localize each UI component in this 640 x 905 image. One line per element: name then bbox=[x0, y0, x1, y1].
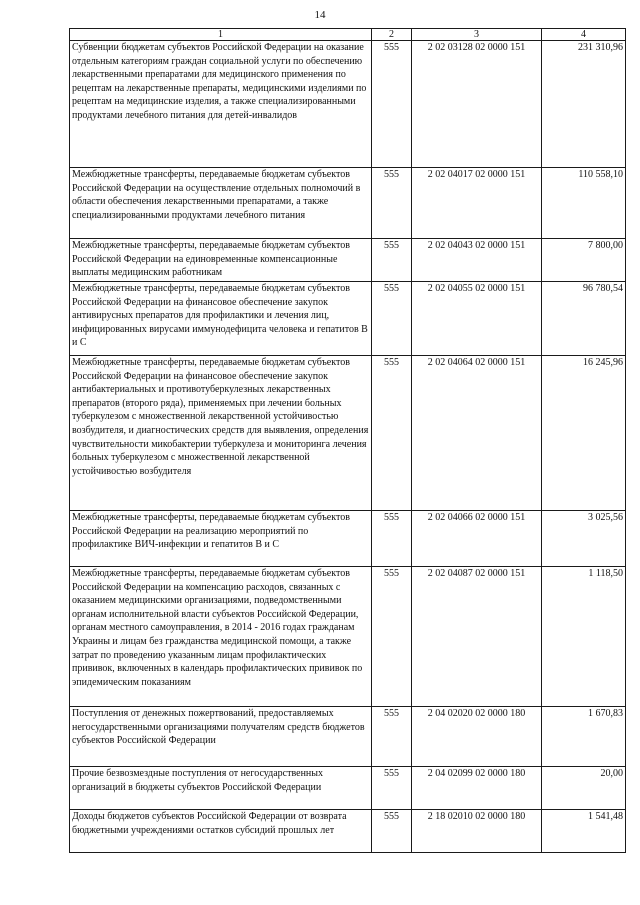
row-classification-code: 2 04 02020 02 0000 180 bbox=[412, 707, 542, 767]
row-amount: 1 670,83 bbox=[542, 707, 626, 767]
row-amount: 7 800,00 bbox=[542, 239, 626, 282]
table-header-row bbox=[70, 29, 626, 41]
row-admin-code: 555 bbox=[372, 707, 412, 767]
table-row bbox=[70, 767, 626, 810]
row-amount: 3 025,56 bbox=[542, 511, 626, 567]
table-row bbox=[70, 810, 626, 853]
row-amount: 231 310,96 bbox=[542, 41, 626, 168]
row-description: Поступления от денежных пожертвований, предоставляемых негосударственными организациями получателям средств бюджетов субъектов Российской Федерации bbox=[70, 707, 372, 767]
row-description: Межбюджетные трансферты, передаваемые бюджетам субъектов Российской Федерации на финансовое обеспечение закупок антивирусных препаратов для профилактики и лечения лиц, инфицированных вирусами иммунодефицита человека и гепатитов В и С bbox=[70, 282, 372, 356]
table-row bbox=[70, 707, 626, 767]
row-admin-code: 555 bbox=[372, 511, 412, 567]
row-description: Прочие безвозмездные поступления от негосударственных организаций в бюджеты субъектов Российской Федерации bbox=[70, 767, 372, 810]
row-description: Межбюджетные трансферты, передаваемые бюджетам субъектов Российской Федерации на финансовое обеспечение закупок антибактериальных и противотуберкулезных лекарственных препаратов (второго ряда), применяемых при лечении больных туберкулезом с множественной лекарственной устойчивостью возбудителя, и диагностических средств для выявления, определения чувствительности микобактерии туберкулеза и мониторинга лечения больных туберкулезом с множественной лекарственной устойчивостью возбудителя bbox=[70, 356, 372, 511]
table-row bbox=[70, 356, 626, 511]
table-row bbox=[70, 567, 626, 707]
row-amount: 1 541,48 bbox=[542, 810, 626, 853]
row-amount: 96 780,54 bbox=[542, 282, 626, 356]
table-row bbox=[70, 168, 626, 239]
budget-revenue-table bbox=[69, 28, 626, 853]
row-admin-code: 555 bbox=[372, 810, 412, 853]
row-amount: 16 245,96 bbox=[542, 356, 626, 511]
row-classification-code: 2 02 04017 02 0000 151 bbox=[412, 168, 542, 239]
page-number: 14 bbox=[314, 9, 326, 21]
row-admin-code: 555 bbox=[372, 41, 412, 168]
row-classification-code: 2 02 04055 02 0000 151 bbox=[412, 282, 542, 356]
row-admin-code: 555 bbox=[372, 567, 412, 707]
table-row bbox=[70, 41, 626, 168]
row-admin-code: 555 bbox=[372, 282, 412, 356]
row-admin-code: 555 bbox=[372, 767, 412, 810]
column-header-4: 4 bbox=[542, 29, 626, 41]
row-classification-code: 2 02 04064 02 0000 151 bbox=[412, 356, 542, 511]
table-row bbox=[70, 511, 626, 567]
row-description: Межбюджетные трансферты, передаваемые бюджетам субъектов Российской Федерации на осуществление отдельных полномочий в области обеспечения лекарственными препаратами, а также специализированными продуктами лечебного питания bbox=[70, 168, 372, 239]
row-description: Доходы бюджетов субъектов Российской Федерации от возврата бюджетными учреждениями остатков субсидий прошлых лет bbox=[70, 810, 372, 853]
column-header-3: 3 bbox=[412, 29, 542, 41]
row-classification-code: 2 02 03128 02 0000 151 bbox=[412, 41, 542, 168]
row-amount: 110 558,10 bbox=[542, 168, 626, 239]
row-classification-code: 2 02 04043 02 0000 151 bbox=[412, 239, 542, 282]
column-header-2: 2 bbox=[372, 29, 412, 41]
row-admin-code: 555 bbox=[372, 168, 412, 239]
row-classification-code: 2 02 04087 02 0000 151 bbox=[412, 567, 542, 707]
row-admin-code: 555 bbox=[372, 356, 412, 511]
row-admin-code: 555 bbox=[372, 239, 412, 282]
row-classification-code: 2 18 02010 02 0000 180 bbox=[412, 810, 542, 853]
row-description: Субвенции бюджетам субъектов Российской Федерации на оказание отдельным категориям граждан социальной услуги по обеспечению лекарственными препаратами для медицинского применения по рецептам на лекарственные препараты, медицинскими изделиями по рецептам на медицинские изделия, а также специализированными продуктами лечебного питания для детей-инвалидов bbox=[70, 41, 372, 168]
row-description: Межбюджетные трансферты, передаваемые бюджетам субъектов Российской Федерации на реализацию мероприятий по профилактике ВИЧ-инфекции и гепатитов В и С bbox=[70, 511, 372, 567]
row-classification-code: 2 02 04066 02 0000 151 bbox=[412, 511, 542, 567]
column-header-1: 1 bbox=[70, 29, 372, 41]
table-row bbox=[70, 282, 626, 356]
row-classification-code: 2 04 02099 02 0000 180 bbox=[412, 767, 542, 810]
row-amount: 1 118,50 bbox=[542, 567, 626, 707]
row-description: Межбюджетные трансферты, передаваемые бюджетам субъектов Российской Федерации на компенсацию расходов, связанных с оказанием медицинскими организациями, подведомственными органам исполнительной власти субъектов Российской Федерации, органам местного самоуправления, в 2014 - 2016 годах гражданам Украины и лицам без гражданства медицинской помощи, а также затрат по проведению указанным лицам профилактических прививок, включенных в календарь профилактических прививок по эпидемическим показаниям bbox=[70, 567, 372, 707]
row-description: Межбюджетные трансферты, передаваемые бюджетам субъектов Российской Федерации на единовременные компенсационные выплаты медицинским работникам bbox=[70, 239, 372, 282]
row-amount: 20,00 bbox=[542, 767, 626, 810]
table-row bbox=[70, 239, 626, 282]
